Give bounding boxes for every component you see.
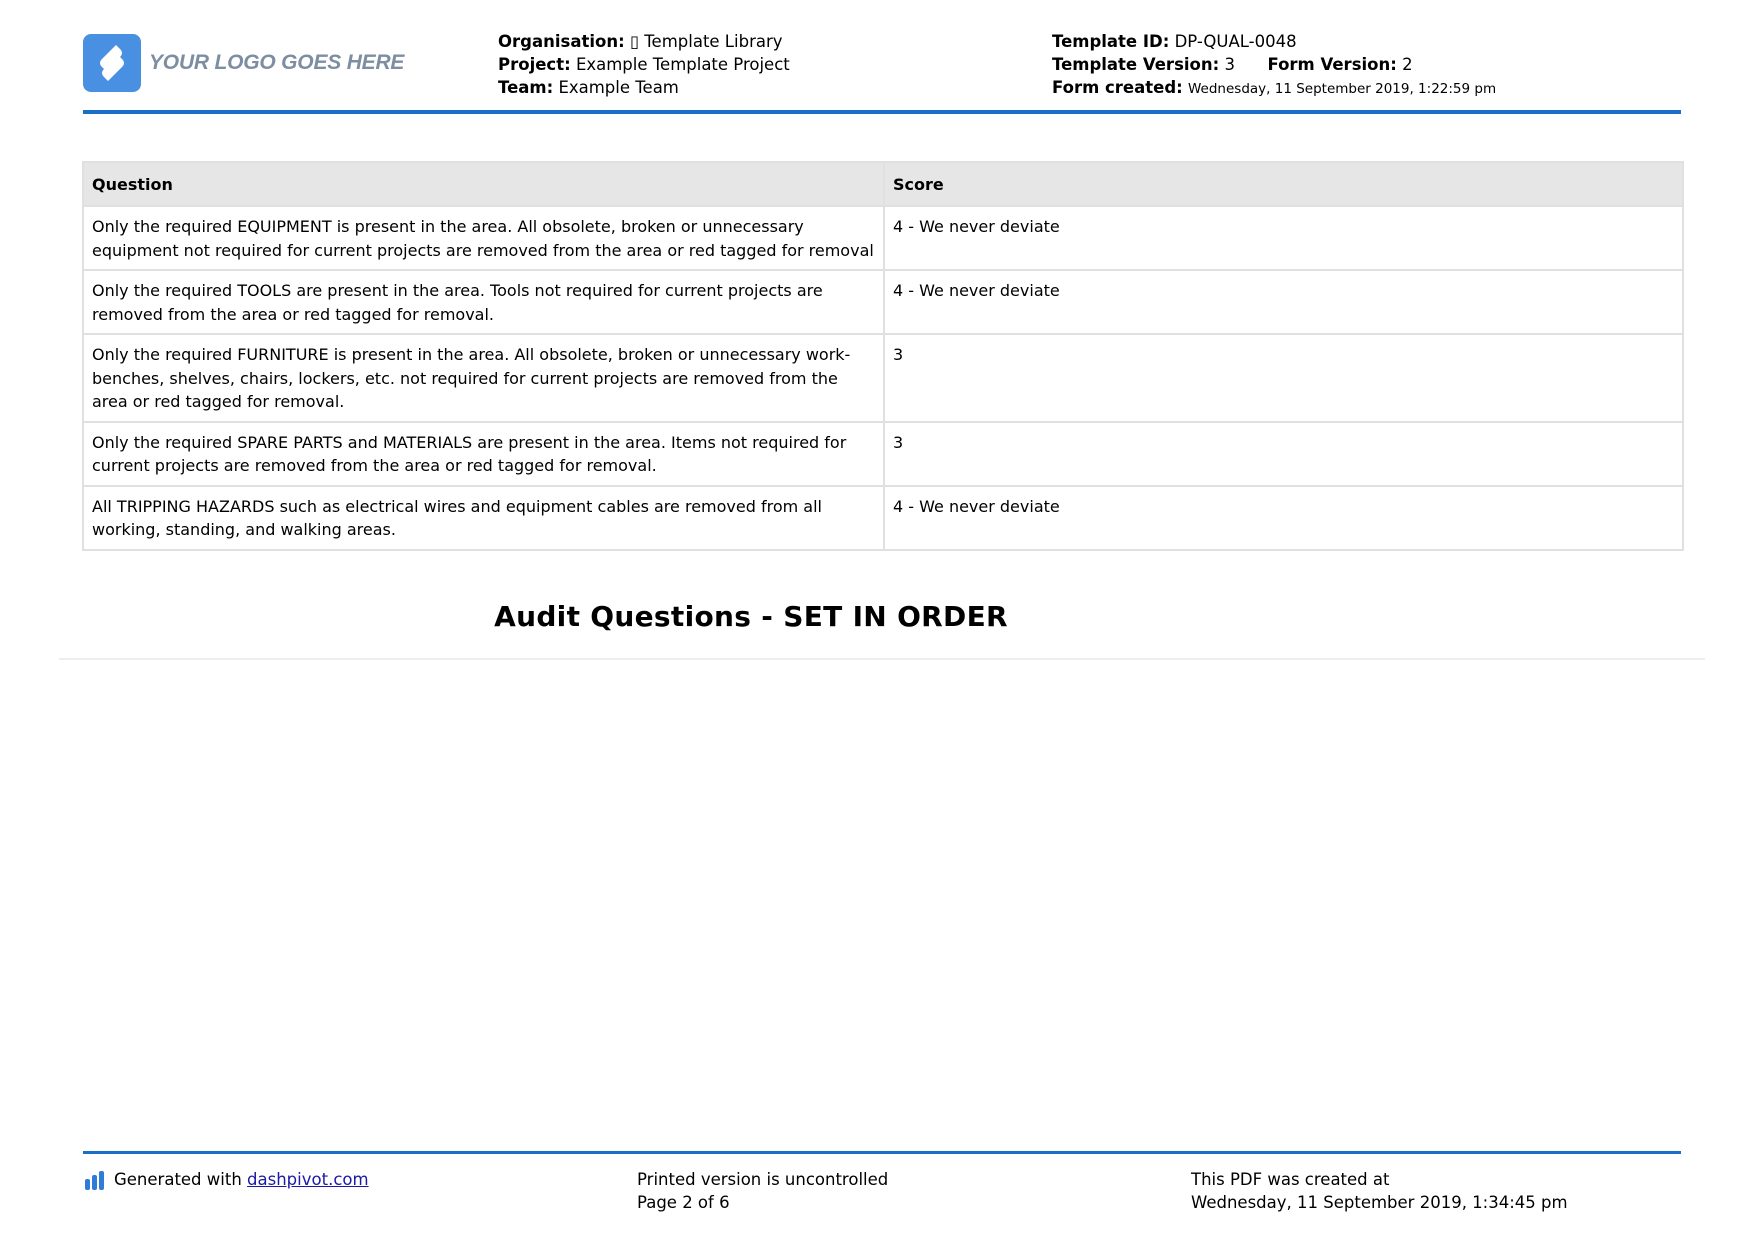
form-created-label: Form created:	[1052, 78, 1183, 97]
version-line	[1052, 53, 1496, 76]
section-divider	[59, 658, 1705, 660]
score-cell: 4 - We never deviate	[884, 486, 1683, 550]
table-row	[83, 334, 1683, 422]
table-row	[83, 486, 1683, 550]
table-header-row	[83, 162, 1683, 206]
question-cell: Only the required FURNITURE is present in the area. All obsolete, broken or unnecessary work-benches, shelves, chairs, lockers, etc. not required for current projects are removed from the area or red tagged for removal.	[83, 334, 884, 422]
table-row	[83, 422, 1683, 486]
footer-uncontrolled	[637, 1168, 888, 1214]
template-id-value: DP-QUAL-0048	[1174, 32, 1297, 51]
team-label: Team:	[498, 78, 554, 97]
score-cell: 4 - We never deviate	[884, 206, 1683, 270]
section-title: Audit Questions - SET IN ORDER	[494, 600, 1008, 633]
logo-icon	[83, 34, 141, 92]
question-cell: Only the required TOOLS are present in the area. Tools not required for current projects are removed from the area or red tagged for removal.	[83, 270, 884, 334]
score-cell: 4 - We never deviate	[884, 270, 1683, 334]
question-cell: All TRIPPING HAZARDS such as electrical wires and equipment cables are removed from all working, standing, and walking areas.	[83, 486, 884, 550]
dashpivot-bars-icon	[85, 1170, 106, 1190]
project-line	[498, 53, 790, 76]
organisation-label: Organisation:	[498, 32, 625, 51]
team-line	[498, 76, 790, 99]
score-cell: 3	[884, 422, 1683, 486]
footer-created-at	[1191, 1168, 1568, 1214]
team-value: Example Team	[558, 78, 679, 97]
template-id-label: Template ID:	[1052, 32, 1170, 51]
table-row	[83, 270, 1683, 334]
template-version-label: Template Version:	[1052, 55, 1220, 74]
logo-text: YOUR LOGO GOES HERE	[149, 51, 405, 74]
form-version-value: 2	[1402, 55, 1413, 74]
questions-table	[82, 161, 1684, 551]
uncontrolled-text: Printed version is uncontrolled	[637, 1170, 889, 1189]
project-value: Example Template Project	[575, 55, 790, 74]
page-footer	[83, 1151, 1681, 1212]
score-cell: 3	[884, 334, 1683, 422]
created-at-label: This PDF was created at	[1191, 1170, 1390, 1189]
project-label: Project:	[498, 55, 571, 74]
generated-text: Generated with	[114, 1170, 242, 1189]
organisation-value: ▯ Template Library	[629, 32, 783, 51]
template-id-line	[1052, 30, 1496, 53]
form-created-value: Wednesday, 11 September 2019, 1:22:59 pm	[1188, 81, 1497, 97]
page-number: Page 2 of 6	[637, 1193, 730, 1212]
question-cell: Only the required EQUIPMENT is present in the area. All obsolete, broken or unnecessary equipment not required for current projects are removed from the area or red tagged for removal	[83, 206, 884, 270]
created-at-value: Wednesday, 11 September 2019, 1:34:45 pm	[1191, 1193, 1568, 1212]
form-created-line	[1052, 76, 1496, 101]
question-cell: Only the required SPARE PARTS and MATERIALS are present in the area. Items not required for current projects are removed from the area or red tagged for removal.	[83, 422, 884, 486]
dashpivot-link[interactable]: dashpivot.com	[247, 1170, 369, 1189]
organisation-line	[498, 30, 790, 53]
template-version-value: 3	[1224, 55, 1235, 74]
table-row	[83, 206, 1683, 270]
header-meta-template	[1052, 30, 1496, 101]
header-meta-project	[498, 30, 790, 99]
footer-generated	[85, 1168, 369, 1191]
question-column-header: Question	[83, 162, 884, 206]
page-header	[83, 28, 1681, 114]
logo	[83, 34, 404, 92]
score-column-header: Score	[884, 162, 1683, 206]
form-version-label: Form Version:	[1267, 55, 1397, 74]
